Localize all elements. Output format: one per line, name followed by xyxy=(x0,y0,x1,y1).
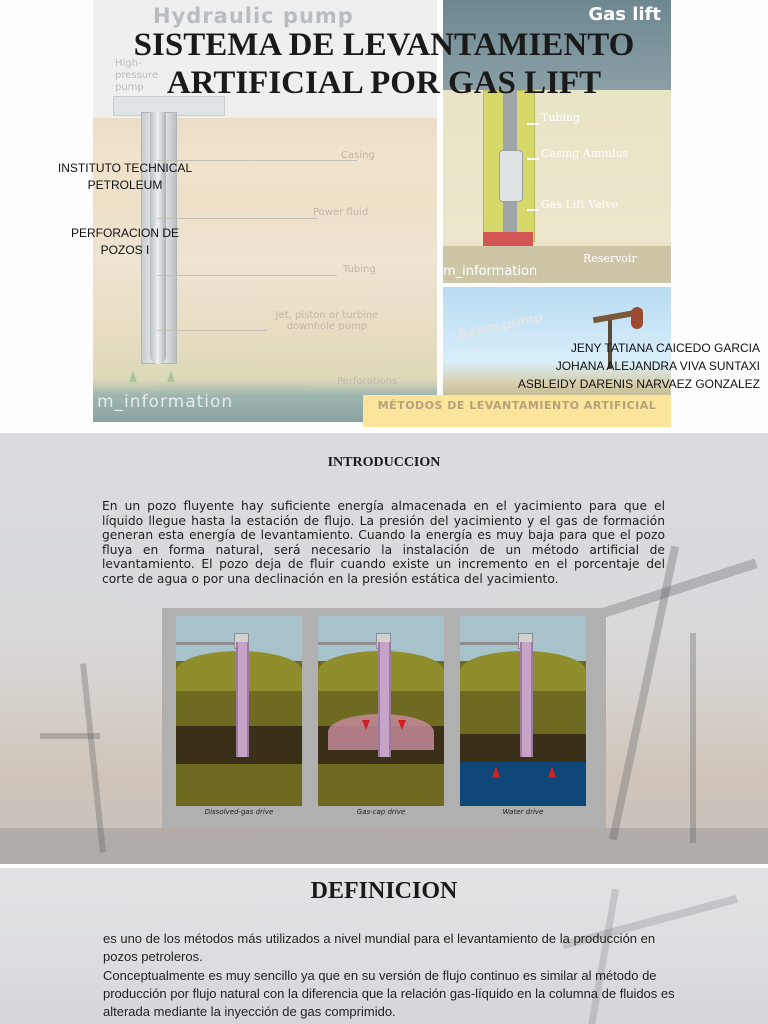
institute-name: INSTITUTO TECHNICAL PETROLEUM xyxy=(57,161,193,192)
label-power-fluid: Power fluid xyxy=(313,207,369,218)
down-arrow-icon xyxy=(362,720,370,730)
introduction-title: INTRODUCCION xyxy=(327,455,441,470)
background-rig-shape xyxy=(80,663,106,853)
arrow-icon xyxy=(527,209,539,211)
packer-shape xyxy=(483,232,533,246)
leader-line xyxy=(157,218,317,219)
leader-line xyxy=(157,275,337,276)
arrow-icon xyxy=(527,123,539,125)
definition-paragraph: Conceptualmente es muy sencillo ya que en su versión de flujo continuo es similar al método de producción por flujo natural con la diferencia que la relación gas-líquido en la columna de fluidos es alterada mediante la inyección de gas comprimido. xyxy=(103,968,675,1019)
down-arrow-icon xyxy=(398,720,406,730)
author-name: JOHANA ALEJANDRA VIVA SUNTAXI xyxy=(555,359,760,373)
gas-lift-valve-shape xyxy=(499,150,523,202)
leader-line xyxy=(157,386,307,387)
background-rig-shape xyxy=(690,633,696,843)
flowline-shape xyxy=(460,642,520,645)
water-drive-panel xyxy=(460,616,586,806)
slide-definition xyxy=(0,868,768,1024)
background-rig-shape xyxy=(40,733,100,739)
label-casing: Casing xyxy=(341,150,375,161)
label-casing-annulus: Casing Annulus xyxy=(541,147,629,160)
aquifer-shape xyxy=(460,762,586,806)
gas-lift-watermark: m_information xyxy=(443,264,538,279)
background-ground-shape xyxy=(0,828,768,864)
dissolved-gas-drive-panel xyxy=(176,616,302,806)
definition-title: DEFINICION xyxy=(310,878,458,904)
flowline-shape xyxy=(176,642,236,645)
introduction-text: En un pozo fluyente hay suficiente energía almacenada en el yacimiento para que el líquido llegue hasta la estación de flujo. La presión del yacimiento y el gas de formación generan esta energía de levantamiento. Cuando la energía es muy baja para que el pozo fluya en forma natural, será necesario la instalación de un método artificial de levantamiento. El pozo deja de fluir cuando existe un incremento en el porcentaje del corte de agua o por una declinación en la presión estática del yacimiento. xyxy=(102,499,665,586)
author-list xyxy=(440,339,760,393)
methods-banner-text: MÉTODOS DE LEVANTAMIENTO ARTIFICIAL xyxy=(377,399,657,412)
drive-caption: Gas-cap drive xyxy=(356,808,406,816)
beam-pump-label: Beam pump xyxy=(456,310,545,343)
hydraulic-watermark: m_information xyxy=(97,392,234,412)
label-tubing: Tubing xyxy=(343,264,376,275)
arrow-icon xyxy=(527,158,539,160)
label-downhole-pump: Jet, piston or turbine downhole pump xyxy=(275,310,379,332)
wellbore-shape xyxy=(236,642,249,757)
gas-cap-drive-panel xyxy=(318,616,444,806)
up-arrow-icon xyxy=(492,766,500,778)
course-name: PERFORACION DE POZOS I xyxy=(70,226,179,257)
slide-introduction xyxy=(0,433,768,864)
leader-line xyxy=(157,330,267,331)
drive-mechanisms-figure xyxy=(162,608,606,828)
label-gas-lift-valve: Gas Lift Valve xyxy=(541,198,619,211)
hydraulic-pump-subtitle: High-pressure pump xyxy=(115,58,159,93)
author-name: JENY TATIANA CAICEDO GARCIA xyxy=(570,341,760,355)
label-perforations: Perforations xyxy=(337,376,398,387)
up-arrow-icon xyxy=(548,766,556,778)
slide-cover xyxy=(0,0,768,430)
flowline-shape xyxy=(318,642,378,645)
gas-lift-title: Gas lift xyxy=(588,4,661,25)
author-name: ASBLEIDY DARENIS NARVAEZ GONZALEZ xyxy=(517,377,760,391)
wellbore-shape xyxy=(520,642,533,757)
drive-caption: Water drive xyxy=(502,808,544,816)
horse-head-shape xyxy=(631,307,643,329)
definition-paragraph: es uno de los métodos más utilizados a nivel mundial para el levantamiento de la producción en pozos petroleros. xyxy=(103,931,656,964)
drive-caption: Dissolved-gas drive xyxy=(204,808,274,816)
flow-arrow-icon xyxy=(129,370,137,382)
flow-arrow-icon xyxy=(167,370,175,382)
hydraulic-pump-title: Hydraulic pump xyxy=(153,4,354,28)
wellbore-shape xyxy=(378,642,391,757)
label-reservoir: Reservoir xyxy=(583,252,637,265)
label-tubing: Tubing xyxy=(541,111,581,124)
cover-title: SISTEMA DE LEVANTAMIENTO ARTIFICIAL POR GAS LIFT xyxy=(133,27,635,101)
methods-banner xyxy=(363,395,671,427)
